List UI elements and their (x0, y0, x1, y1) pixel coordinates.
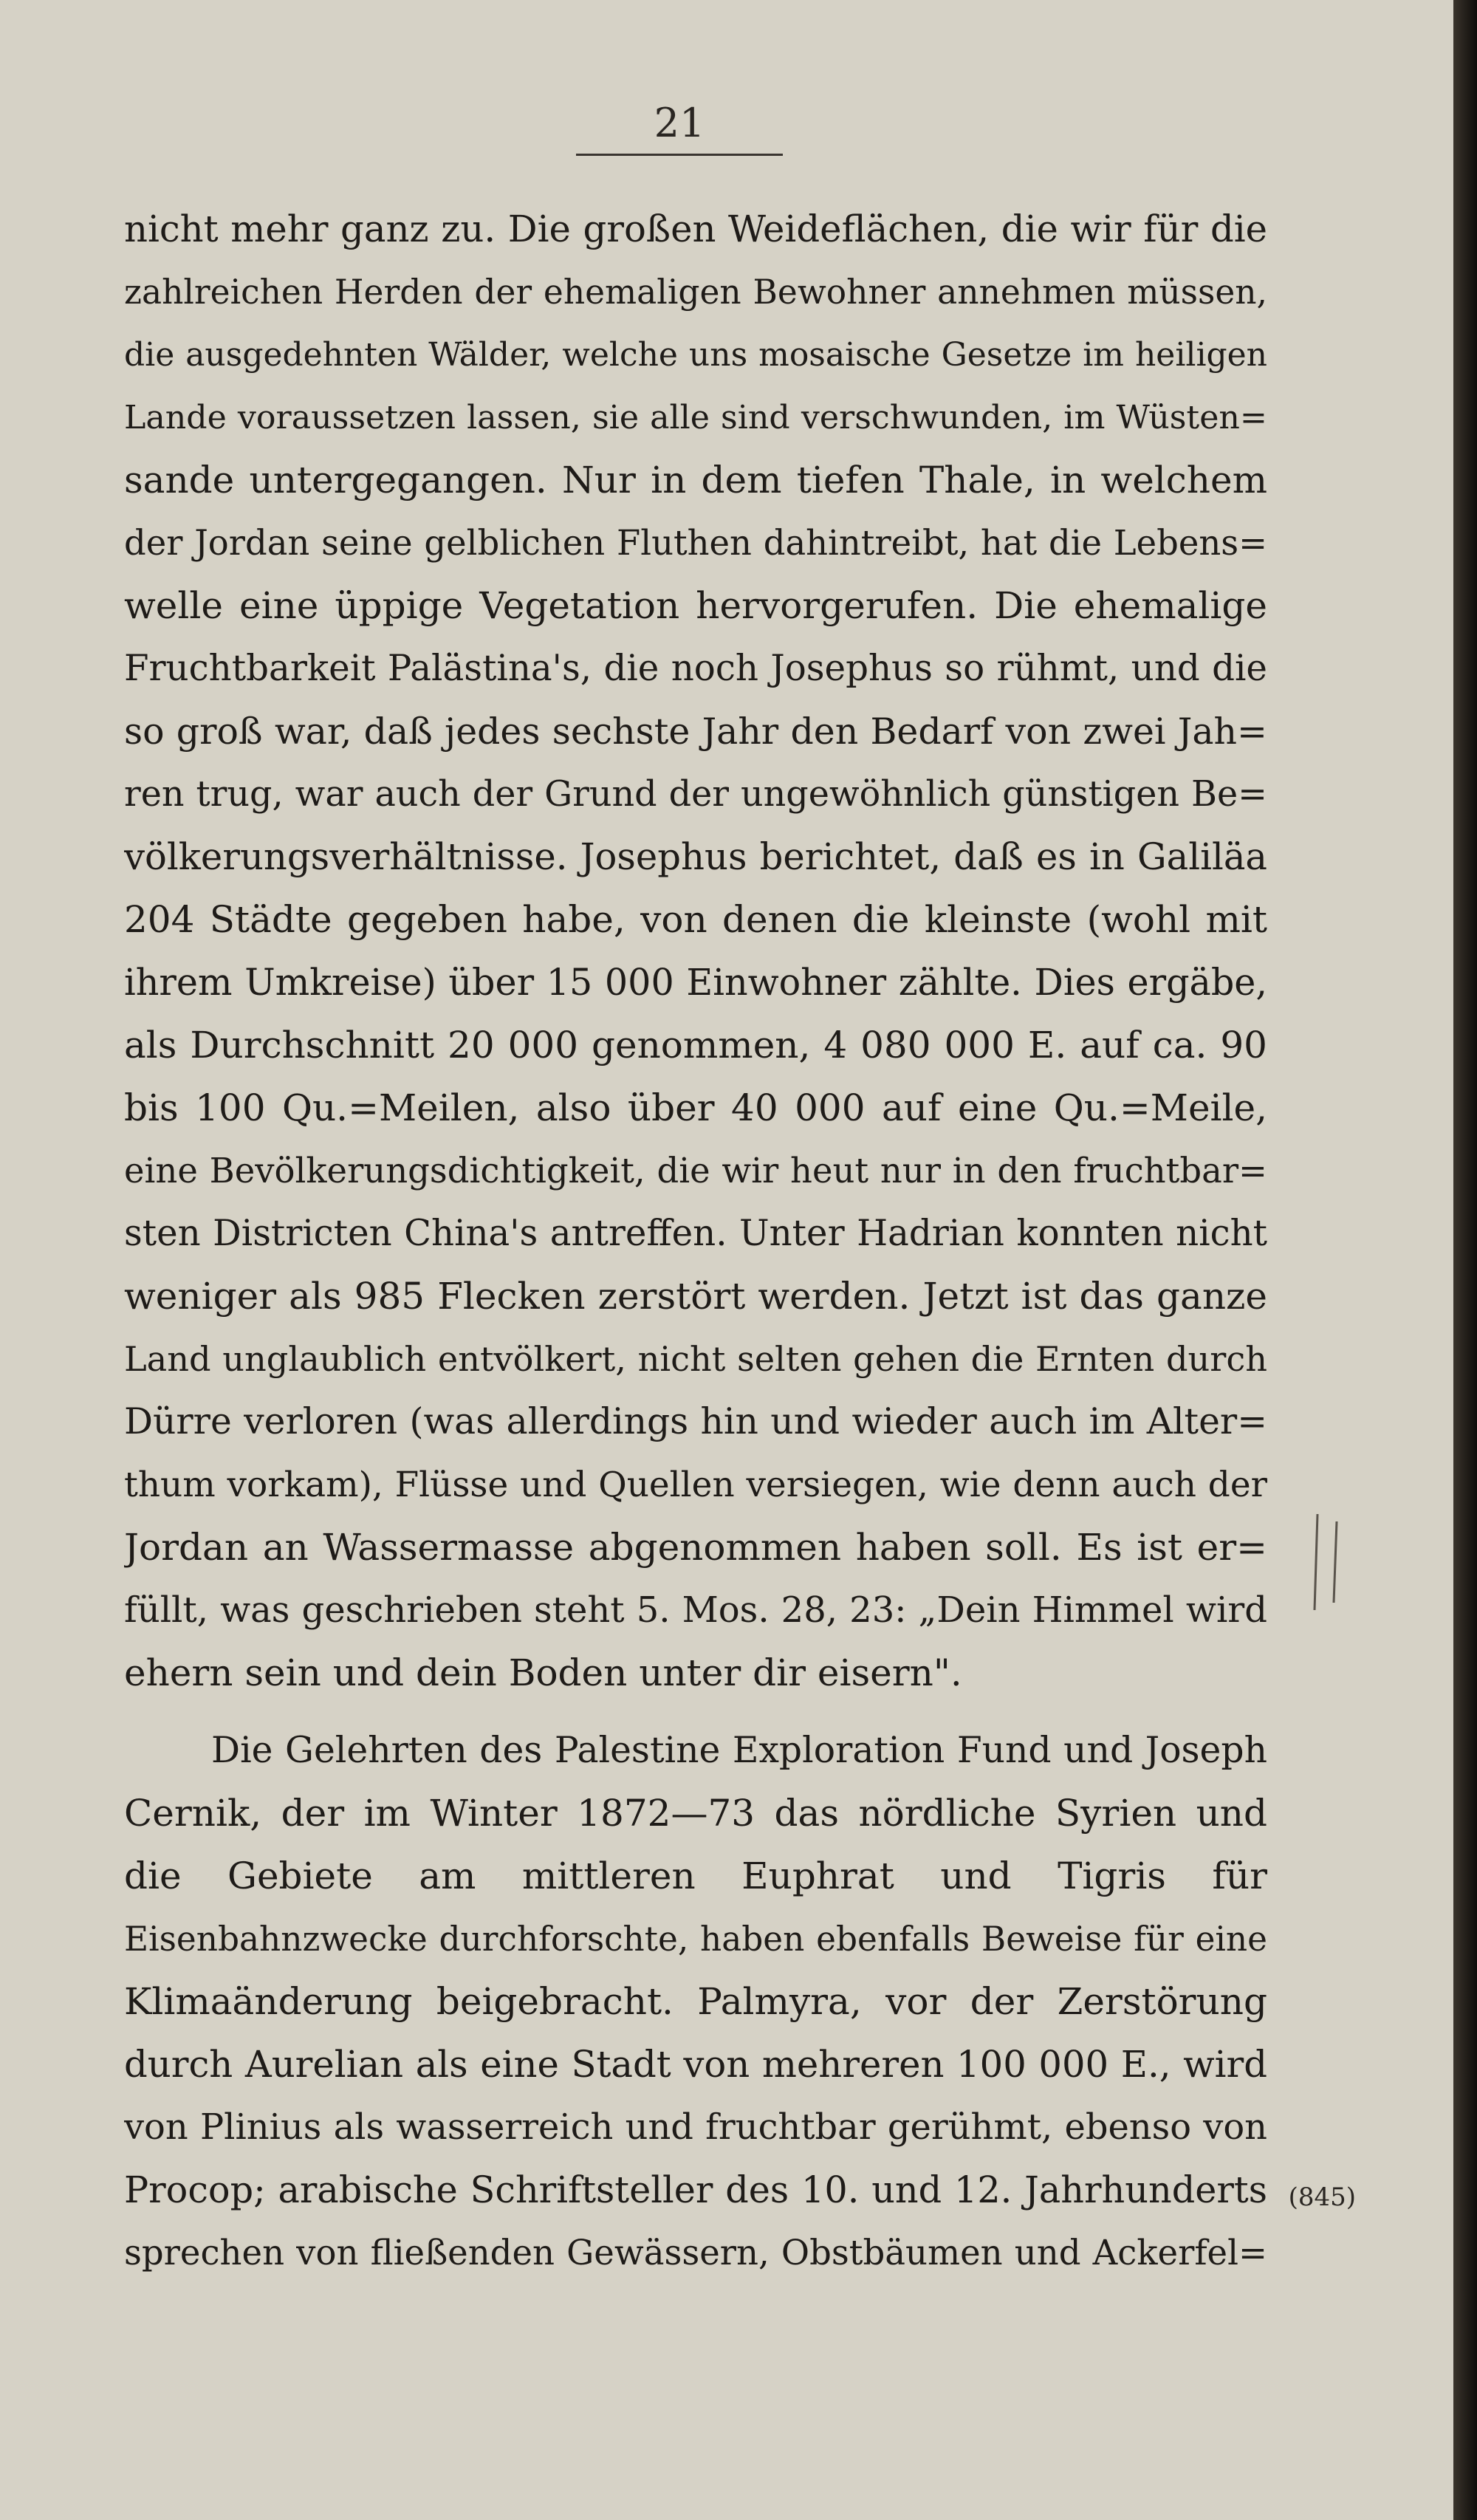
text-line: ren trug, war auch der Grund der ungewöhnlich günstigen Be= (124, 774, 1267, 815)
margin-pencil-mark (1307, 1507, 1351, 1617)
book-spine-edge (1453, 0, 1477, 2520)
text-line: Eisenbahnzwecke durchforschte, haben ebenfalls Beweise für eine (124, 1920, 1267, 1959)
text-line: Land unglaublich entvölkert, nicht selten gehen die Ernten durch (124, 1339, 1267, 1379)
text-line: eine Bevölkerungsdichtigkeit, die wir heut nur in den fruchtbar= (124, 1151, 1267, 1191)
text-line: der Jordan seine gelblichen Fluthen dahintreibt, hat die Lebens= (124, 523, 1267, 563)
text-line: thum vorkam), Flüsse und Quellen versiegen, wie denn auch der (124, 1465, 1267, 1505)
text-line: durch Aurelian als eine Stadt von mehreren 100 000 E., wird (124, 2043, 1267, 2086)
text-line: die Gebiete am mittleren Euphrat und Tigris für (124, 1855, 1267, 1897)
text-line: Fruchtbarkeit Palästina's, die noch Josephus so rühmt, und die (124, 648, 1267, 689)
paragraph-2 (124, 1719, 1267, 2284)
text-line: Klimaänderung beigebracht. Palmyra, vor der Zerstörung (124, 1980, 1267, 2023)
body-text (124, 198, 1267, 2284)
paragraph-gap (124, 1705, 1267, 1719)
page-number-rule (576, 154, 783, 156)
text-line: sten Districten China's antreffen. Unter Hadrian konnten nicht (124, 1213, 1267, 1254)
printer-signature: (845) (1288, 2182, 1356, 2212)
text-line: 204 Städte gegeben habe, von denen die kleinste (wohl mit (124, 898, 1267, 941)
text-line: Dürre verloren (was allerdings hin und wieder auch im Alter= (124, 1401, 1267, 1442)
text-line: sprechen von fließenden Gewässern, Obstbäumen und Ackerfel= (124, 2233, 1267, 2273)
text-line: Lande voraussetzen lassen, sie alle sind verschwunden, im Wüsten= (124, 399, 1267, 436)
text-line: nicht mehr ganz zu. Die großen Weideflächen, die wir für die (124, 208, 1267, 250)
text-line: weniger als 985 Flecken zerstört werden. Jetzt ist das ganze (124, 1275, 1267, 1318)
text-line: völkerungsverhältnisse. Josephus berichtet, daß es in Galiläa (124, 835, 1267, 878)
text-line: bis 100 Qu.=Meilen, also über 40 000 auf eine Qu.=Meile, (124, 1086, 1267, 1129)
text-line: füllt, was geschrieben steht 5. Mos. 28, 23: „Dein Himmel wird (124, 1589, 1267, 1631)
text-line: von Plinius als wasserreich und fruchtbar gerühmt, ebenso von (124, 2107, 1267, 2148)
text-line: ehern sein und dein Boden unter dir eisern". (124, 1651, 962, 1694)
text-line: welle eine üppige Vegetation hervorgerufen. Die ehemalige (124, 584, 1267, 627)
paragraph-1 (124, 198, 1267, 1705)
text-line: als Durchschnitt 20 000 genommen, 4 080 000 E. auf ca. 90 (124, 1024, 1267, 1066)
page-number: 21 (654, 100, 705, 146)
text-line: Die Gelehrten des Palestine Exploration Fund und Joseph (211, 1730, 1267, 1771)
text-line: ihrem Umkreise) über 15 000 Einwohner zählte. Dies ergäbe, (124, 961, 1267, 1004)
text-line: sande untergegangen. Nur in dem tiefen Thale, in welchem (124, 459, 1267, 501)
text-line: Procop; arabische Schriftsteller des 10. und 12. Jahrhunderts (124, 2168, 1267, 2211)
text-line: Cernik, der im Winter 1872—73 das nördliche Syrien und (124, 1792, 1267, 1835)
text-line: die ausgedehnten Wälder, welche uns mosaische Gesetze im heiligen (124, 336, 1267, 374)
text-line: Jordan an Wassermasse abgenommen haben soll. Es ist er= (124, 1526, 1267, 1569)
text-line: so groß war, daß jedes sechste Jahr den Bedarf von zwei Jah= (124, 711, 1267, 753)
text-line: zahlreichen Herden der ehemaligen Bewohner annehmen müssen, (124, 273, 1267, 312)
